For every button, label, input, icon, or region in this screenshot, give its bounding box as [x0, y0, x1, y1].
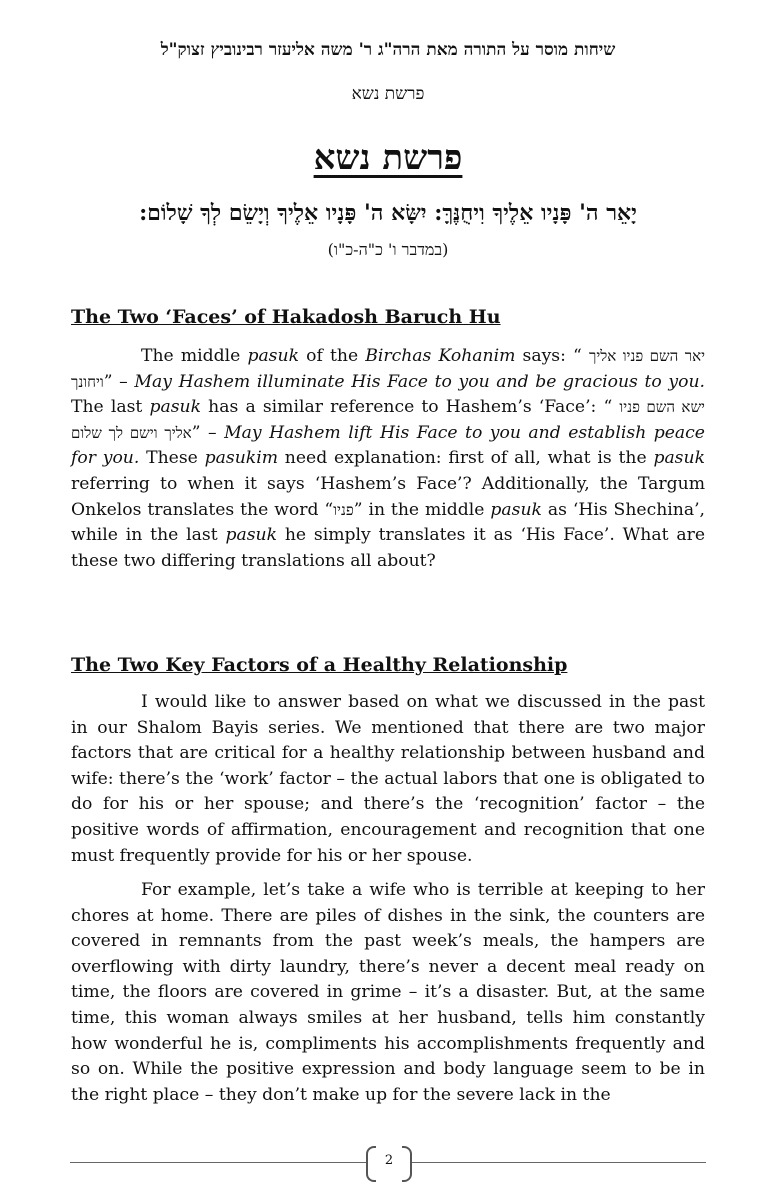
text-run: says: “	[515, 346, 589, 366]
italic-term: pasukim	[204, 448, 278, 469]
text-run: referring to when it says ‘Hashem’s Face’? Additionally, the Targum Onkelos translates the word “	[71, 473, 705, 520]
hebrew-quote: ישא השם פניו אליך וישם לך שלום	[71, 398, 705, 442]
verse-source: (במדבר ו' כ"ה-כ"ו)	[327, 240, 449, 259]
italic-term: May Hashem illuminate His Face to you and be gracious to you.	[134, 371, 706, 392]
paragraph	[71, 344, 705, 574]
verse-text: יָאֵר ה' פָּנָיו אֵלֶיךָ וִיחֻנֶּךָּ: יִשָּׂא ה' פָּנָיו אֵלֶיךָ וְיָשֵׂם לְךָ שָׁלוֹם:	[139, 200, 637, 226]
text-run: The middle	[141, 346, 248, 366]
hebrew-quote: יאר השם פניו אליך ויחונך	[71, 347, 706, 391]
page-number: 2	[384, 1153, 394, 1168]
text-run: These	[139, 448, 205, 469]
text-run: as ‘His Shechina’, while in the last	[71, 499, 705, 546]
italic-term: Birchas Kohanim	[365, 346, 516, 366]
italic-term: pasuk	[149, 397, 202, 418]
text-run: ” –	[191, 422, 225, 443]
text-run: ” –	[103, 371, 135, 392]
italic-term: pasuk	[225, 525, 278, 546]
section-heading: The Two Key Factors of a Healthy Relationship	[71, 654, 568, 676]
paragraph	[71, 690, 705, 869]
parsha-title: פרשת נשא	[313, 138, 463, 178]
page-number-frame	[366, 1146, 412, 1180]
italic-term: pasuk	[653, 448, 705, 469]
italic-term: pasuk	[247, 346, 299, 366]
text-run: I would like to answer based on what we discussed in the past in our Shalom Bayis series. We mentioned that there are two major factors that are critical for a healthy relationship between husband and wife: there’s the ‘work’ factor – the actual labors that one is obligated to do for his or her spouse; and there’s the ‘recognition’ factor – the positive words of affirmation, encouragement and recognition that one must frequently provide for his or her spouse.	[71, 692, 705, 866]
section-heading: The Two ‘Faces’ of Hakadosh Baruch Hu	[71, 306, 501, 328]
text-run: he simply translates it as ‘His Face’. What are these two differing translations all about?	[71, 525, 705, 571]
paragraph	[71, 878, 705, 1108]
text-run: ” in the middle	[353, 499, 491, 520]
running-header: שיחות מוסר על התורה מאת הרה"ג ר' משה אליעזר רבינוביץ זצוק"ל	[160, 40, 616, 60]
italic-term: pasuk	[490, 499, 542, 520]
text-run: For example, let’s take a wife who is terrible at keeping to her chores at home. There are piles of dishes in the sink, the counters are covered in remnants from the past week’s meals, the hampers are overflowing with dirty laundry, there’s never a decent meal ready on time, the floors are covered in grime – it’s a disaster. But, at the same time, this woman always smiles at her husband, tells him constantly how wonderful he is, compliments his accomplishments frequently and so on. While the positive expression and body language seem to be in the right place – they don’t make up for the severe lack in the	[71, 880, 705, 1105]
text-run: The last	[71, 397, 150, 418]
italic-term: May Hashem lift His Face to you and establish peace for you.	[71, 422, 705, 469]
text-run: of the	[299, 346, 366, 366]
running-subheader: פרשת נשא	[351, 84, 425, 104]
text-run: has a similar reference to Hashem’s ‘Face’: “	[201, 397, 620, 418]
footer-rule-left	[70, 1162, 366, 1163]
text-run: need explanation: first of all, what is the	[278, 448, 654, 469]
footer-rule-right	[412, 1162, 706, 1163]
hebrew-quote: פניו	[333, 500, 354, 519]
